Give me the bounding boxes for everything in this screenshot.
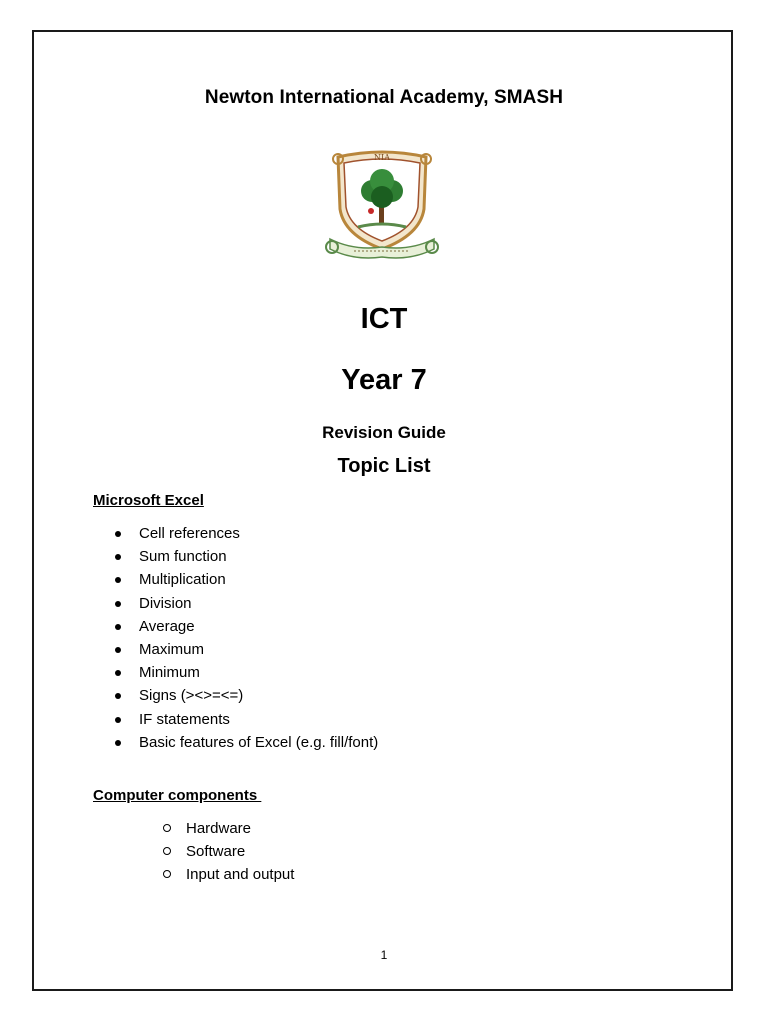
list-item <box>160 863 294 886</box>
list-item-label: Signs (><>=<=) <box>139 687 244 705</box>
section-heading-microsoft-excel: Microsoft Excel <box>93 492 204 509</box>
bullet-icon <box>115 601 121 607</box>
list-item <box>112 615 378 638</box>
list-item <box>160 840 294 863</box>
subject-title: ICT <box>360 303 408 335</box>
components-topic-list <box>160 817 294 887</box>
circle-bullet-icon <box>163 847 171 855</box>
list-item-label: Input and output <box>186 866 295 884</box>
list-item-label: Software <box>186 843 246 861</box>
school-crest-logo <box>324 147 440 265</box>
list-item <box>160 817 294 840</box>
list-item-label: Multiplication <box>139 571 226 589</box>
list-item <box>112 592 378 615</box>
bullet-icon <box>115 740 121 746</box>
circle-bullet-icon <box>163 824 171 832</box>
list-item-label: Division <box>139 594 192 612</box>
bullet-icon <box>115 624 121 630</box>
bullet-icon <box>115 647 121 653</box>
list-item-label: Average <box>139 617 195 635</box>
list-item-label: Minimum <box>139 664 200 682</box>
excel-topic-list <box>112 522 378 754</box>
list-item-label: Cell references <box>139 525 240 542</box>
list-item <box>112 522 378 545</box>
crest-lettering: NIA <box>374 153 390 162</box>
revision-guide-heading: Revision Guide <box>322 423 446 442</box>
bullet-icon <box>115 670 121 676</box>
school-name: Newton International Academy, SMASH <box>204 87 564 108</box>
bullet-icon <box>115 577 121 583</box>
page-number: 1 <box>380 948 388 962</box>
list-item-label: Sum function <box>139 548 227 566</box>
list-item-label: IF statements <box>139 710 230 728</box>
list-item-label: Hardware <box>186 820 252 837</box>
list-item <box>112 731 378 754</box>
list-item-label: Maximum <box>139 640 205 658</box>
topic-list-heading: Topic List <box>337 455 431 477</box>
bullet-icon <box>115 717 121 723</box>
section-heading-computer-components: Computer components <box>93 787 262 804</box>
list-item <box>112 638 378 661</box>
bullet-icon <box>115 554 121 560</box>
circle-bullet-icon <box>163 870 171 878</box>
bullet-icon <box>115 693 121 699</box>
list-item <box>112 568 378 591</box>
bullet-icon <box>115 531 121 537</box>
list-item <box>112 708 378 731</box>
list-item <box>112 684 378 707</box>
list-item <box>112 661 378 684</box>
year-title: Year 7 <box>341 364 427 396</box>
list-item <box>112 545 378 568</box>
list-item-label: Basic features of Excel (e.g. fill/font) <box>139 733 379 751</box>
crest-icon <box>324 147 440 265</box>
